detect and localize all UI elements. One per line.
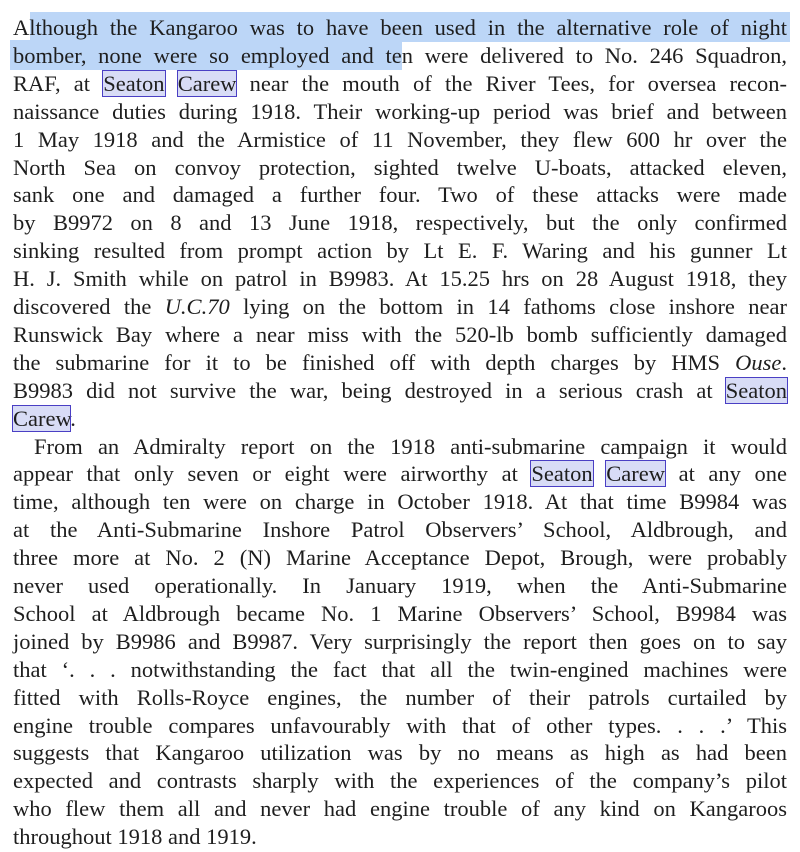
text-line — [13, 516, 787, 544]
search-match[interactable]: Seaton — [531, 461, 593, 487]
selected-text[interactable]: Although the Kangaroo was to have been used in the alternative role of night — [13, 15, 787, 40]
text-run: three more at No. 2 (N) Marine Acceptance Depot, Brough, were probably — [13, 545, 787, 571]
text-run: near the mouth of the River Tees, for oversea recon- — [236, 70, 787, 96]
text-run: at any one — [665, 461, 787, 487]
text-line — [13, 98, 787, 126]
text-run — [165, 71, 178, 96]
text-run — [593, 461, 607, 486]
text-line — [13, 656, 787, 684]
text-run: expected and contrasts sharply with the experiences of the company’s pilot — [13, 768, 787, 794]
text-line — [13, 377, 787, 405]
text-line — [13, 544, 787, 572]
text-run: appear that only seven or eight were airworthy at — [13, 461, 532, 487]
text-line — [13, 572, 787, 600]
text-run: H. J. Smith while on patrol in B9983. At 15.25 hrs on 28 August 1918, they — [13, 266, 787, 292]
text-line — [13, 14, 787, 42]
text-line — [13, 823, 787, 851]
text-run: Runswick Bay where a near miss with the 520-lb bomb sufficiently damaged — [13, 321, 787, 347]
italic-text: Ouse — [735, 349, 782, 375]
text-run: naissance duties during 1918. Their working-up period was brief and between — [13, 98, 787, 124]
italic-text: U.C.70 — [164, 294, 230, 319]
text-line — [13, 42, 787, 70]
text-line — [13, 70, 787, 98]
text-line — [13, 126, 787, 154]
text-run: who flew them all and never had engine trouble of any kind on Kangaroos — [13, 796, 787, 822]
text-run: joined by B9986 and B9987. Very surprisingly the report then goes on to say — [13, 628, 787, 654]
text-run: School at Aldbrough became No. 1 Marine Observers’ School, B9984 was — [13, 600, 787, 626]
text-run: RAF, at — [13, 70, 104, 96]
text-line — [13, 293, 787, 321]
text-line — [13, 321, 787, 349]
search-match[interactable]: Carew — [13, 405, 71, 431]
text-line — [13, 405, 787, 433]
text-run: n were delivered to No. 246 Squadron, — [401, 42, 787, 68]
text-run: sank one and damaged a further four. Two of these attacks were made — [13, 182, 787, 208]
text-line — [13, 684, 787, 712]
text-line — [13, 739, 787, 767]
text-run: discovered the — [13, 294, 165, 319]
text-line — [13, 433, 787, 461]
text-run: the submarine for it to be finished off with depth charges by HMS — [13, 349, 736, 375]
text-line — [13, 181, 787, 209]
text-line — [13, 460, 787, 488]
text-run: sinking resulted from prompt action by Lt E. F. Waring and his gunner Lt — [13, 238, 787, 264]
search-match[interactable]: Seaton — [103, 70, 165, 96]
text-run: that ‘. . . notwithstanding the fact that all the twin-engined machines were — [13, 656, 787, 682]
text-line — [13, 154, 787, 182]
text-run: throughout 1918 and 1919. — [13, 824, 257, 850]
text-run: never used operationally. In January 1919, when the Anti-Submarine — [13, 573, 787, 598]
search-match[interactable]: Carew — [606, 461, 665, 487]
text-run: . — [781, 349, 787, 375]
text-run: . — [70, 405, 76, 431]
text-run: North Sea on convoy protection, sighted twelve U-boats, attacked eleven, — [13, 154, 787, 180]
text-line — [13, 265, 787, 293]
text-run: engine trouble compares unfavourably with that of other types. . . .’ This — [13, 712, 787, 738]
text-line — [13, 628, 787, 656]
text-line — [13, 795, 787, 823]
text-run: at the Anti-Submarine Inshore Patrol Observers’ School, Aldbrough, and — [13, 517, 787, 543]
text-run: 1 May 1918 and the Armistice of 11 November, they flew 600 hr over the — [13, 126, 787, 152]
text-run: time, although ten were on charge in October 1918. At that time B9984 was — [13, 489, 787, 515]
text-run: lying on the bottom in 14 fathoms close inshore near — [229, 294, 788, 319]
text-line — [13, 767, 787, 795]
text-run: From an Admiralty report on the 1918 anti-submarine campaign it would — [34, 433, 787, 459]
text-line — [13, 237, 787, 265]
text-line — [13, 349, 787, 377]
text-line — [13, 209, 787, 237]
text-run: fitted with Rolls-Royce engines, the number of their patrols curtailed by — [13, 684, 787, 710]
search-match[interactable]: Seaton — [725, 377, 787, 403]
text-line — [13, 488, 787, 516]
text-run: by B9972 on 8 and 13 June 1918, respectively, but the only confirmed — [13, 210, 787, 236]
text-line — [13, 712, 787, 740]
selected-text[interactable]: bomber, none were so employed and te — [13, 42, 402, 68]
text-run: suggests that Kangaroo utilization was by no means as high as had been — [13, 740, 787, 766]
search-match[interactable]: Carew — [177, 70, 237, 96]
text-line — [13, 600, 787, 628]
text-run: B9983 did not survive the war, being destroyed in a serious crash at — [13, 377, 726, 403]
